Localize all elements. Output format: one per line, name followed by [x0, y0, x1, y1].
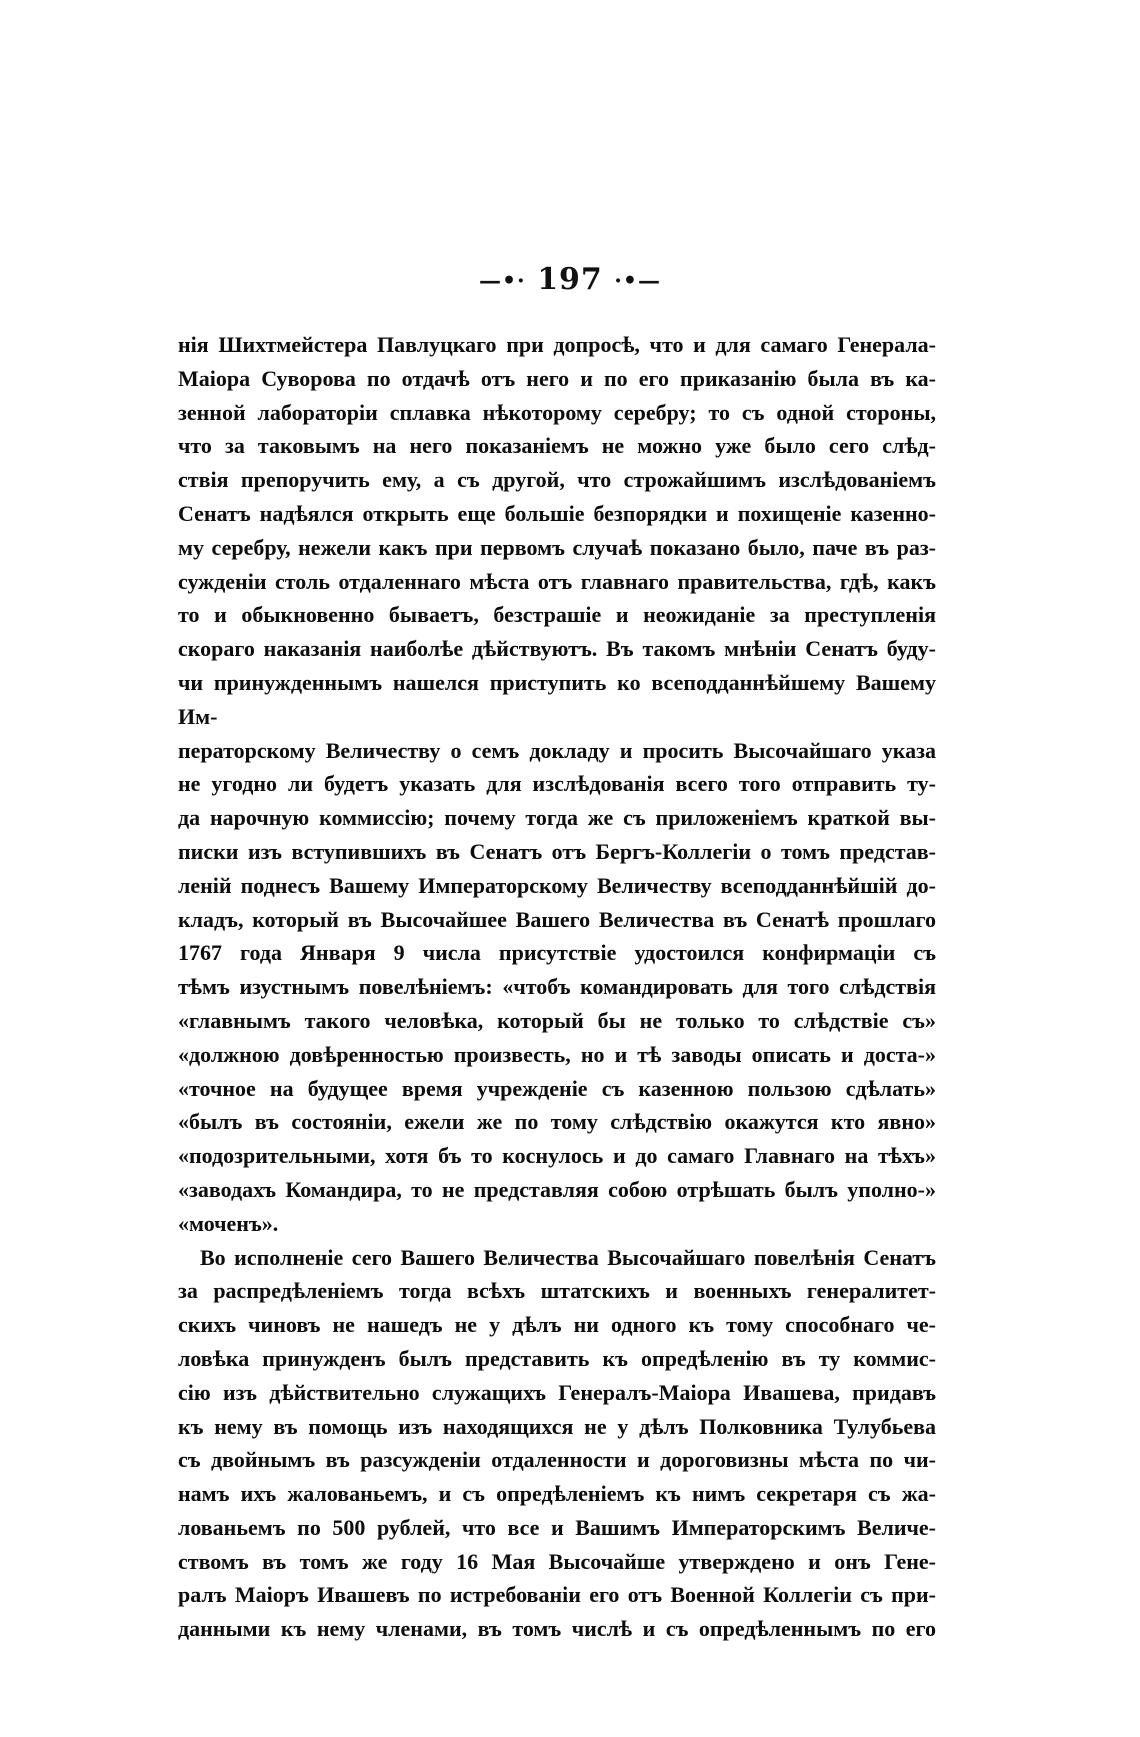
text-line: леній поднесъ Вашему Императорскому Величеству всеподданнѣйшій до-: [178, 872, 936, 898]
text-line: «точное на будущее время учрежденіе съ казенною пользою сдѣлать»: [178, 1075, 936, 1101]
text-line: ператорскому Величеству о семъ докладу и просить Высочайшаго указа: [178, 737, 936, 763]
page-header: [0, 262, 1140, 297]
text-line: му серебру, нежели какъ при первомъ случаѣ показано было, паче въ раз-: [178, 534, 936, 560]
text-line: да нарочную коммиссію; почему тогда же съ приложеніемъ краткой вы-: [178, 805, 936, 831]
text-line: нія Шихтмейстера Павлуцкаго при допросѣ, что и для самаго Генерала-: [178, 332, 936, 357]
text-line: къ нему въ помощь изъ находящихся не у дѣлъ Полковника Тулубьева: [178, 1413, 936, 1439]
text-line: Маіора Суворова по отдачѣ отъ него и по его приказанію была въ ка-: [178, 365, 936, 391]
left-ornament: —•·: [479, 268, 526, 294]
text-line: что за таковымъ на него показаніемъ не можно уже было сего слѣд-: [178, 433, 936, 459]
text-line: сужденіи столь отдаленнаго мѣста отъ главнаго правительства, гдѣ, какъ: [178, 568, 936, 594]
text-line: тѣмъ изустнымъ повелѣніемъ: «чтобъ командировать для того слѣдствія: [178, 974, 936, 1000]
text-line: лованьемъ по 500 рублей, что все и Вашимъ Императорскимъ Величе-: [178, 1514, 936, 1540]
text-line: ствія препоручить ему, а съ другой, что строжайшимъ изслѣдованіемъ: [178, 467, 936, 493]
text-line: то и обыкновенно бываетъ, безстрашіе и неожиданіе за преступленія: [178, 602, 936, 628]
text-line: «заводахъ Командира, то не представляя собою отрѣшать былъ уполно-»: [178, 1176, 936, 1202]
text-line: 1767 года Января 9 числа присутствіе удостоился конфирмаціи съ: [178, 940, 936, 966]
page-number: 197: [537, 262, 603, 297]
text-line: данными къ нему членами, въ томъ числѣ и съ опредѣленнымъ по его: [178, 1616, 936, 1642]
right-ornament: ·•—: [614, 268, 661, 294]
text-line: чи принужденнымъ нашелся приступить ко всеподданнѣйшему Вашему Им-: [178, 669, 936, 729]
text-line: не угодно ли будетъ указать для изслѣдованія всего того отправить ту-: [178, 771, 936, 797]
text-line: «главнымъ такого человѣка, который бы не только то слѣдствіе съ»: [178, 1007, 936, 1033]
text-line: «должною довѣренностью произвесть, но и тѣ заводы описать и доста-»: [178, 1041, 936, 1067]
body-text: [178, 328, 936, 1646]
text-line: скихъ чиновъ не нашедъ не у дѣлъ ни одного къ тому способнаго че-: [178, 1312, 936, 1338]
text-line: ловѣка принужденъ былъ представить къ опредѣленію въ ту коммис-: [178, 1345, 936, 1371]
text-line: съ двойнымъ въ разсужденіи отдаленности и дороговизны мѣста по чи-: [178, 1447, 936, 1473]
text-line: писки изъ вступившихъ въ Сенатъ отъ Бергъ-Коллегіи о томъ представ-: [178, 838, 936, 864]
text-line: за распредѣленіемъ тогда всѣхъ штатскихъ и военныхъ генералитет-: [178, 1278, 936, 1304]
text-line: сію изъ дѣйствительно служащихъ Генералъ-Маіора Ивашева, придавъ: [178, 1379, 936, 1405]
text-line: намъ ихъ жалованьемъ, и съ опредѣленіемъ къ нимъ секретаря съ жа-: [178, 1481, 936, 1507]
text-line: Во исполненіе сего Вашего Величества Высочайшаго повелѣнія Сенатъ: [200, 1244, 936, 1270]
text-line: «моченъ».: [178, 1210, 279, 1236]
text-line: Сенатъ надѣялся открыть еще большіе безпорядки и похищеніе казенно-: [178, 500, 936, 526]
text-line: «былъ въ состояніи, ежели же по тому слѣдствію окажутся кто явно»: [178, 1109, 936, 1135]
text-line: ствомъ въ томъ же году 16 Мая Высочайше утверждено и онъ Гене-: [178, 1548, 936, 1574]
text-line: скораго наказанія наиболѣе дѣйствуютъ. Въ такомъ мнѣніи Сенатъ буду-: [178, 636, 936, 662]
text-line: кладъ, который въ Высочайшее Вашего Величества въ Сенатѣ прошлаго: [178, 906, 936, 932]
text-line: ралъ Маіоръ Ивашевъ по истребованіи его отъ Военной Коллегіи съ при-: [178, 1582, 936, 1608]
text-line: «подозрительными, хотя бъ то коснулось и до самаго Главнаго на тѣхъ»: [178, 1143, 936, 1169]
text-line: зенной лабораторіи сплавка нѣкоторому серебру; то съ одной стороны,: [178, 399, 936, 425]
